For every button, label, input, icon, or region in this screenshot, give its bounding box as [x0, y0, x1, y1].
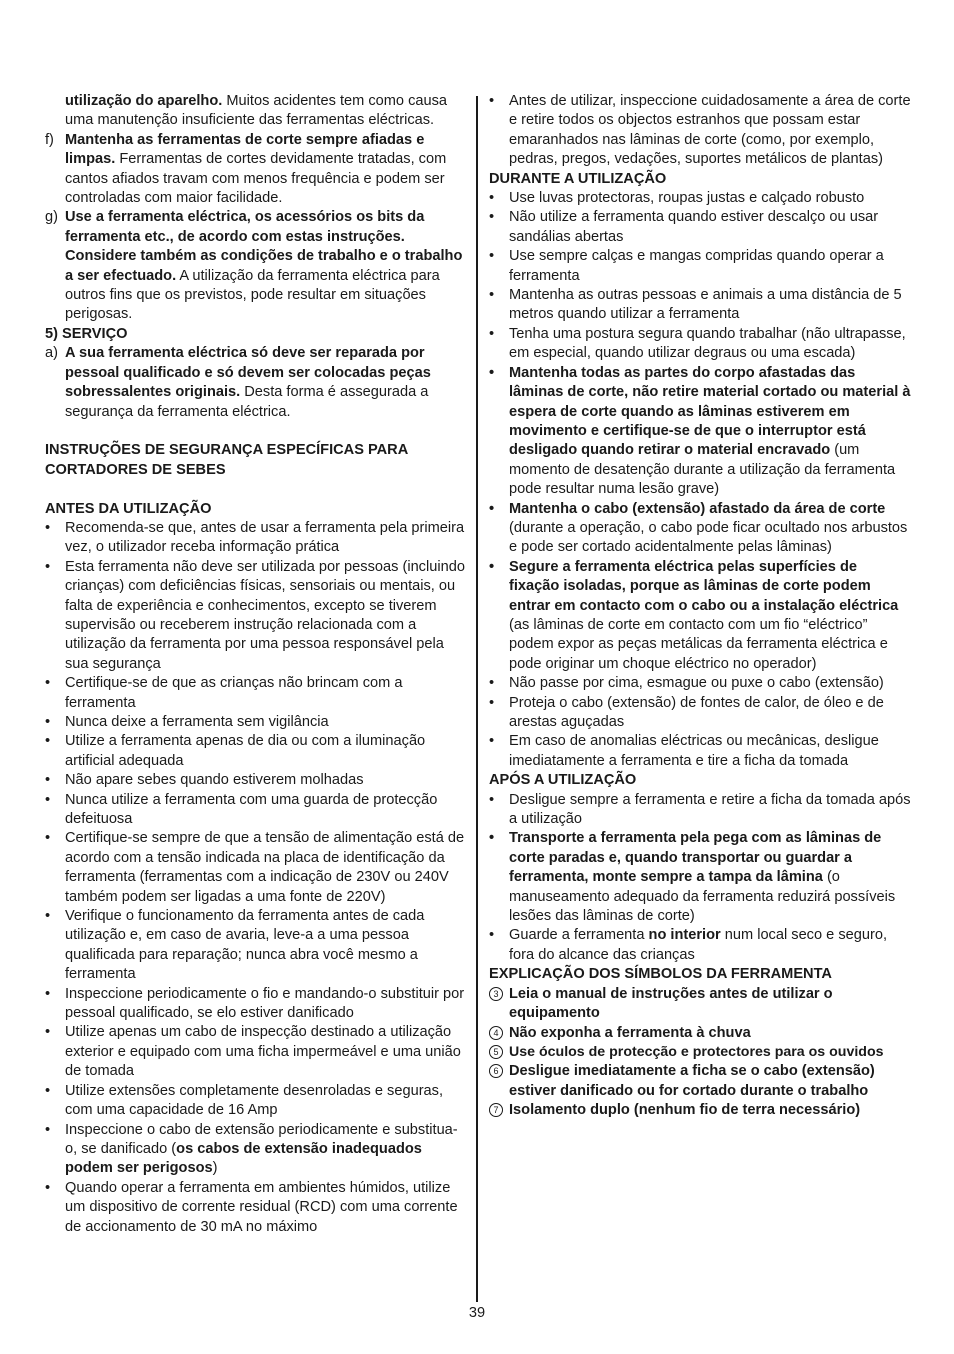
- list-item: • Certifique-se de que as crianças não brincam com a ferramenta: [45, 675, 403, 711]
- list-item: • Utilize extensões completamente desenroladas e seguras, com uma capacidade de 16 Amp: [45, 1082, 444, 1119]
- list-item: • Desligue sempre a ferramenta e retire a ficha da tomada após a utilização: [489, 791, 911, 828]
- before-use-heading: ANTES DA UTILIZAÇÃO: [45, 500, 212, 517]
- list-item: • Nunca utilize a ferramenta com uma guarda de protecção defeituosa: [45, 791, 438, 827]
- list-item: • Proteja o cabo (extensão) de fontes de calor, de óleo e de arestas aguçadas: [489, 694, 884, 730]
- right-column: [489, 92, 911, 1121]
- service-heading: 5) SERVIÇO: [45, 325, 128, 342]
- rule-a: a) A sua ferramenta eléctrica só deve ser reparada por pessoal qualificado e só devem ser colocadas peças sobressalentes originais. Desta forma é assegurada a segurança da ferramenta eléctrica.: [45, 345, 431, 420]
- list-item: • Verifique o funcionamento da ferramenta antes de cada utilização e, em caso de avaria, leve-a a uma pessoa qualificada para reparação; nunca abra você mesmo a ferramenta: [45, 908, 425, 983]
- list-item: • Segure a ferramenta eléctrica pelas superfícies de fixação isoladas, porque as lâminas de corte podem entrar em contacto com o cabo ou a instalação eléctrica (as lâminas de corte em contacto com um fio “eléctrico” podem expor as peças metálicas da ferramenta eléctrica e pode originar um choque eléctrico no operador): [489, 558, 899, 672]
- list-item: • Não passe por cima, esmague ou puxe o cabo (extensão): [489, 675, 884, 692]
- left-column: [45, 92, 466, 1237]
- list-item: • Utilize a ferramenta apenas de dia ou com a iluminação artificial adequada: [45, 733, 426, 769]
- list-item: • Use sempre calças e mangas compridas quando operar a ferramenta: [489, 248, 884, 284]
- rule-f: f) Mantenha as ferramentas de corte sempre afiadas e limpas. Ferramentas de cortes devidamente tratadas, com cantos afiados travam com menos frequência e podem ser controladas com maior facilidade.: [45, 131, 447, 207]
- list-item: • Inspeccione o cabo de extensão periodicamente e substitua-o, se danificado (os cabos de extensão inadequados podem ser perigosos): [45, 1121, 458, 1177]
- list-item: • Recomenda-se que, antes de usar a ferramenta pela primeira vez, o utilizador receba informação prática: [45, 519, 465, 556]
- column-divider: [476, 96, 478, 1302]
- after-use-list: [489, 791, 911, 966]
- list-item: • Transporte a ferramenta pela pega com as lâminas de corte paradas e, quando transportar ou guardar a ferramenta, monte sempre a tampa da lâmina (o manuseamento adequado da ferramenta reduzirá possíveis lesões das lâminas de corte): [489, 830, 896, 925]
- circled-number-icon: 3: [489, 987, 503, 1001]
- list-item: • Quando operar a ferramenta em ambientes húmidos, utilize um dispositivo de corrente residual (RCD) com uma corrente de accionamento de 30 mA no máximo: [45, 1179, 458, 1235]
- circled-number-icon: 4: [489, 1026, 503, 1040]
- circled-number-icon: 5: [489, 1045, 503, 1059]
- list-item: • Não apare sebes quando estiverem molhadas: [45, 772, 364, 789]
- symbol-item: 6 Desligue imediatamente a ficha se o cabo (extensão) estiver danificado ou for cortado durante o trabalho: [489, 1062, 911, 1101]
- list-item: • Mantenha o cabo (extensão) afastado da área de corte (durante a operação, o cabo pode ficar ocultado nos arbustos e pode ser cortado acidentalmente pelas lâminas): [489, 500, 908, 556]
- symbol-item: 5 Use óculos de protecção e protectores para os ouvidos: [489, 1043, 911, 1062]
- list-item: • Nunca deixe a ferramenta sem vigilância: [45, 713, 329, 730]
- circled-number-icon: 6: [489, 1064, 503, 1078]
- page-number: 39: [468, 1305, 486, 1321]
- list-item: • Mantenha todas as partes do corpo afastadas das lâminas de corte, não retire material cortado ou material à espera de corte quando as lâminas estiverem em movimento e certifique-se de que o interruptor está desligado quando retirar o material encravado (um momento de desatenção durante a utilização da ferramenta pode resultar numa lesão grave): [489, 364, 911, 498]
- list-item: • Tenha uma postura segura quando trabalhar (não ultrapasse, em especial, quando utilizar degraus ou uma escada): [489, 325, 906, 362]
- symbols-list: [489, 985, 911, 1121]
- list-item: • Utilize apenas um cabo de inspecção destinado a utilização exterior e equipado com uma ficha impermeável e uma união de tomada: [45, 1024, 461, 1080]
- before-use-list: [45, 519, 466, 1237]
- list-item: • Guarde a ferramenta no interior num local seco e seguro, fora do alcance das crianças: [489, 927, 887, 963]
- circled-number-icon: 7: [489, 1103, 503, 1117]
- list-item: • Antes de utilizar, inspeccione cuidadosamente a área de corte e retire todos os objectos estranhos que possam estar emaranhados nas lâminas de corte (como, por exemplo, pedras, pregos, vedações, suportes metálicos de plantas): [489, 93, 911, 168]
- symbol-item: 7 Isolamento duplo (nenhum fio de terra necessário): [489, 1101, 911, 1120]
- list-item: • Certifique-se sempre de que a tensão de alimentação está de acordo com a tensão indicada na placa de identificação da ferramenta (ferramentas com a indicação de 230V ou 240V também podem ser ligadas a uma fonte de 220V): [45, 830, 465, 905]
- during-use-list: [489, 189, 911, 771]
- list-item: • Em caso de anomalias eléctricas ou mecânicas, desligue imediatamente a ferramenta e tire a ficha da tomada: [489, 733, 879, 769]
- specific-instructions-heading: INSTRUÇÕES DE SEGURANÇA ESPECÍFICAS PARA CORTADORES DE SEBES: [45, 442, 408, 478]
- list-item: • Inspeccione periodicamente o fio e mandando-o substituir por pessoal qualificado, se elo estiver danificado: [45, 985, 465, 1022]
- list-item: • Não utilize a ferramenta quando estiver descalço ou usar sandálias abertas: [489, 209, 879, 245]
- during-use-heading: DURANTE A UTILIZAÇÃO: [489, 170, 667, 187]
- rule-g: g) Use a ferramenta eléctrica, os acessórios os bits da ferramenta etc., de acordo com estas instruções. Considere também as condições de trabalho e o trabalho a ser efectuado. A utilização da ferramenta eléctrica para outros fins que os previstos, pode resultar em situações perigosas.: [45, 209, 463, 323]
- after-use-heading: APÓS A UTILIZAÇÃO: [489, 772, 637, 789]
- symbols-heading: EXPLICAÇÃO DOS SÍMBOLOS DA FERRAMENTA: [489, 966, 832, 983]
- symbol-item: 4 Não exponha a ferramenta à chuva: [489, 1024, 911, 1043]
- list-item: • Mantenha as outras pessoas e animais a uma distância de 5 metros quando utilizar a ferramenta: [489, 287, 902, 323]
- intro-paragraph: utilização do aparelho. Muitos acidentes tem como causa uma manutenção insuficiente das ferramentas eléctricas.: [65, 93, 448, 129]
- list-item: • Esta ferramenta não deve ser utilizada por pessoas (incluindo crianças) com deficiências físicas, sensoriais ou mentais, ou falta de experiência e conhecimentos, excepto se tiverem supervisão ou receberem instrução relacionada com a utilização da ferramenta por uma pessoa responsável pela sua segurança: [45, 558, 465, 672]
- list-item: • Use luvas protectoras, roupas justas e calçado robusto: [489, 190, 865, 207]
- symbol-item: 3 Leia o manual de instruções antes de utilizar o equipamento: [489, 985, 911, 1024]
